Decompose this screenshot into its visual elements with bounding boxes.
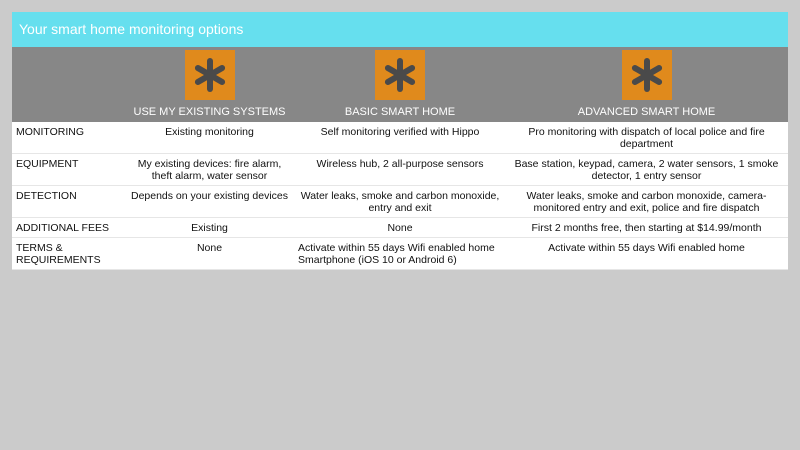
- table-cell: My existing devices: fire alarm, theft alarm, water sensor: [124, 154, 295, 186]
- table-cell: Existing: [124, 218, 295, 238]
- table-cell: Self monitoring verified with Hippo: [295, 122, 505, 154]
- table-cell: Wireless hub, 2 all-purpose sensors: [295, 154, 505, 186]
- header-empty-cell: [12, 47, 124, 122]
- panel-title: Your smart home monitoring options: [12, 12, 788, 47]
- table-cell: First 2 months free, then starting at $14.99/month: [505, 218, 788, 238]
- table-row-detection: [12, 186, 788, 218]
- table-cell: None: [124, 238, 295, 270]
- table-cell: Activate within 55 days Wifi enabled home: [505, 238, 788, 270]
- row-label: ADDITIONAL FEES: [12, 218, 124, 238]
- comparison-panel: [12, 12, 788, 270]
- table-cell: Base station, keypad, camera, 2 water sensors, 1 smoke detector, 1 entry sensor: [505, 154, 788, 186]
- row-label: EQUIPMENT: [12, 154, 124, 186]
- table-row-monitoring: [12, 122, 788, 154]
- table-row-equipment: [12, 154, 788, 186]
- plan-name: USE MY EXISTING SYSTEMS: [133, 106, 286, 118]
- table-cell: Pro monitoring with dispatch of local police and fire department: [505, 122, 788, 154]
- asterisk-icon: [375, 50, 425, 100]
- plan-name: ADVANCED SMART HOME: [577, 106, 716, 118]
- plan-column-basic: [295, 47, 505, 122]
- table-row-terms: [12, 238, 788, 270]
- plan-header-row: [12, 47, 788, 122]
- table-cell: Activate within 55 days Wifi enabled home Smartphone (iOS 10 or Android 6): [295, 238, 505, 270]
- table-row-additional-fees: [12, 218, 788, 238]
- table-cell: None: [295, 218, 505, 238]
- row-label: DETECTION: [12, 186, 124, 218]
- comparison-table: [12, 47, 788, 270]
- row-label: MONITORING: [12, 122, 124, 154]
- table-cell: Water leaks, smoke and carbon monoxide, camera-monitored entry and exit, police and fire dispatch: [505, 186, 788, 218]
- row-label: TERMS & REQUIREMENTS: [12, 238, 124, 270]
- plan-column-advanced: [505, 47, 788, 122]
- table-cell: Existing monitoring: [124, 122, 295, 154]
- asterisk-icon: [622, 50, 672, 100]
- table-cell: Water leaks, smoke and carbon monoxide, entry and exit: [295, 186, 505, 218]
- asterisk-icon: [185, 50, 235, 100]
- plan-column-existing: [124, 47, 295, 122]
- table-cell: Depends on your existing devices: [124, 186, 295, 218]
- plan-name: BASIC SMART HOME: [344, 106, 456, 118]
